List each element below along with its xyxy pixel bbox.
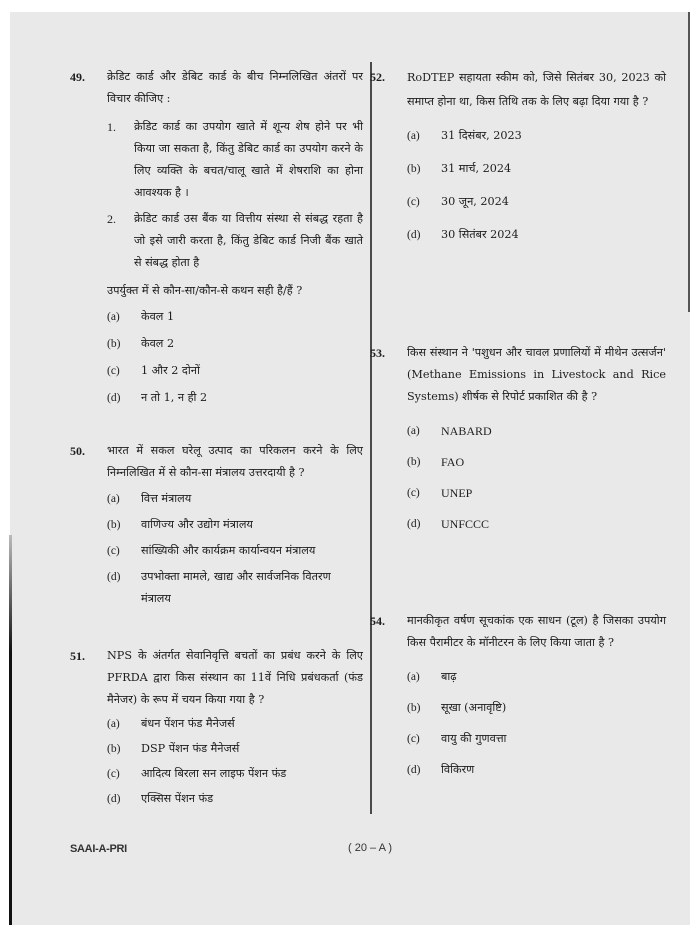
option-text: 30 सितंबर 2024 bbox=[441, 228, 519, 241]
question-number: 54. bbox=[370, 614, 385, 628]
option-a[interactable] bbox=[407, 666, 666, 688]
option-text: न तो 1, न ही 2 bbox=[141, 391, 208, 404]
page-number: ( 20 – A ) bbox=[348, 842, 393, 854]
question-number: 53. bbox=[370, 346, 385, 360]
option-label: (d) bbox=[407, 229, 421, 241]
question-number: 49. bbox=[70, 70, 85, 84]
option-label: (b) bbox=[407, 702, 421, 714]
option-text: 1 और 2 दोनों bbox=[141, 364, 200, 377]
option-label: (a) bbox=[407, 425, 420, 437]
question-text: किस संस्थान ने 'पशुधन और चावल प्रणालियों में मीथेन उत्सर्जन' (Methane Emissions in Livestock and Rice Systems) शीर्षक से रिपोर्ट प्रकाशित की है ? bbox=[407, 346, 666, 403]
option-label: (a) bbox=[407, 130, 420, 142]
question-51 bbox=[70, 645, 363, 810]
option-label: (b) bbox=[407, 456, 421, 468]
option-label: (c) bbox=[107, 365, 120, 377]
option-text: केवल 1 bbox=[141, 310, 175, 323]
option-label: (b) bbox=[107, 338, 121, 350]
option-a[interactable] bbox=[407, 420, 666, 442]
option-b[interactable] bbox=[407, 451, 666, 473]
option-a[interactable] bbox=[107, 488, 363, 510]
statement-2 bbox=[107, 208, 363, 274]
option-text: वित्त मंत्रालय bbox=[141, 492, 192, 505]
question-prompt: उपर्युक्त में से कौन-सा/कौन-से कथन सही है/हैं ? bbox=[107, 284, 303, 297]
option-d[interactable] bbox=[107, 788, 363, 810]
option-text: बाढ़ bbox=[441, 670, 457, 683]
question-49 bbox=[70, 66, 363, 409]
option-c[interactable] bbox=[407, 482, 666, 504]
option-c[interactable] bbox=[107, 540, 363, 562]
question-52 bbox=[370, 66, 666, 246]
question-text: RoDTEP सहायता स्कीम को, जिसे सितंबर 30, 2023 को समाप्त होना था, किस तिथि तक के लिए बढ़ा दिया गया है ? bbox=[407, 71, 666, 108]
page-edge-left bbox=[9, 535, 12, 925]
option-label: (d) bbox=[407, 518, 421, 530]
option-b[interactable] bbox=[407, 158, 666, 180]
option-label: (d) bbox=[107, 571, 121, 583]
option-text: 31 मार्च, 2024 bbox=[441, 162, 512, 175]
question-54 bbox=[370, 610, 666, 781]
option-label: (d) bbox=[407, 764, 421, 776]
option-label: (a) bbox=[407, 671, 420, 683]
option-d[interactable] bbox=[107, 387, 363, 409]
statement-text: क्रेडिट कार्ड उस बैंक या वित्तीय संस्था से संबद्ध रहता है जो इसे जारी करता है, किंतु डेबिट कार्ड निजी बैंक खाते से संबद्ध होता है bbox=[134, 212, 363, 269]
option-label: (c) bbox=[407, 196, 420, 208]
option-text: सांख्यिकी और कार्यक्रम कार्यान्वयन मंत्रालय bbox=[141, 544, 316, 557]
option-text: NABARD bbox=[441, 424, 492, 438]
option-c[interactable] bbox=[407, 728, 666, 750]
question-50 bbox=[70, 440, 363, 610]
option-d[interactable] bbox=[107, 566, 363, 610]
option-d[interactable] bbox=[407, 224, 666, 246]
option-label: (a) bbox=[107, 311, 120, 323]
question-text: NPS के अंतर्गत सेवानिवृत्ति बचतों का प्रबंध करने के लिए PFRDA द्वारा किस संस्थान का 11वें निधि प्रबंधकर्ता (फंड मैनेजर) के रूप में चयन किया गया है ? bbox=[107, 649, 363, 706]
option-b[interactable] bbox=[107, 738, 363, 760]
statement-text: क्रेडिट कार्ड का उपयोग खाते में शून्य शेष होने पर भी किया जा सकता है, किंतु डेबिट कार्ड का उपयोग करने के लिए व्यक्ति के बचत/चालू खाते में शेषराशि का होना आवश्यक है । bbox=[134, 120, 363, 199]
question-number: 52. bbox=[370, 70, 385, 84]
option-label: (d) bbox=[107, 392, 121, 404]
option-a[interactable] bbox=[407, 125, 666, 147]
option-label: (b) bbox=[107, 519, 121, 531]
statement-number: 1. bbox=[107, 120, 116, 134]
option-label: (c) bbox=[107, 768, 120, 780]
option-text: बंधन पेंशन फंड मैनेजर्स bbox=[141, 717, 235, 730]
question-text: क्रेडिट कार्ड और डेबिट कार्ड के बीच निम्नलिखित अंतरों पर विचार कीजिए : bbox=[107, 70, 363, 105]
statement-number: 2. bbox=[107, 212, 116, 226]
option-c[interactable] bbox=[407, 191, 666, 213]
option-b[interactable] bbox=[107, 333, 363, 355]
statement-1 bbox=[107, 116, 363, 204]
option-d[interactable] bbox=[407, 513, 666, 535]
option-b[interactable] bbox=[407, 697, 666, 719]
option-b[interactable] bbox=[107, 514, 363, 536]
option-text: विकिरण bbox=[441, 763, 475, 776]
page-edge-right bbox=[688, 12, 690, 312]
option-text: उपभोक्ता मामले, खाद्य और सार्वजनिक वितरण मंत्रालय bbox=[141, 570, 331, 605]
question-number: 51. bbox=[70, 649, 85, 663]
option-c[interactable] bbox=[107, 360, 363, 382]
option-text: आदित्य बिरला सन लाइफ पेंशन फंड bbox=[141, 767, 287, 780]
option-text: 31 दिसंबर, 2023 bbox=[441, 129, 522, 142]
option-text: सूखा (अनावृष्टि) bbox=[441, 701, 507, 714]
option-d[interactable] bbox=[407, 759, 666, 781]
option-c[interactable] bbox=[107, 763, 363, 785]
option-label: (a) bbox=[107, 718, 120, 730]
option-text: DSP पेंशन फंड मैनेजर्स bbox=[141, 742, 240, 755]
option-text: UNEP bbox=[441, 486, 473, 500]
option-text: UNFCCC bbox=[441, 517, 490, 531]
option-label: (b) bbox=[407, 163, 421, 175]
paper-code: SAAI-A-PRI bbox=[70, 843, 127, 855]
question-53 bbox=[370, 342, 666, 535]
question-text: भारत में सकल घरेलू उत्पाद का परिकलन करने के लिए निम्नलिखित में से कौन-सा मंत्रालय उत्तरदायी है ? bbox=[107, 444, 363, 479]
option-text: केवल 2 bbox=[141, 337, 175, 350]
option-text: एक्सिस पेंशन फंड bbox=[141, 792, 214, 805]
option-label: (c) bbox=[407, 487, 420, 499]
option-label: (b) bbox=[107, 743, 121, 755]
option-text: 30 जून, 2024 bbox=[441, 195, 509, 208]
question-number: 50. bbox=[70, 444, 85, 458]
option-a[interactable] bbox=[107, 306, 363, 328]
option-a[interactable] bbox=[107, 713, 363, 735]
option-label: (c) bbox=[407, 733, 420, 745]
option-label: (a) bbox=[107, 493, 120, 505]
option-label: (c) bbox=[107, 545, 120, 557]
option-text: वाणिज्य और उद्योग मंत्रालय bbox=[141, 518, 253, 531]
option-text: FAO bbox=[441, 455, 465, 469]
option-text: वायु की गुणवत्ता bbox=[441, 732, 507, 745]
option-label: (d) bbox=[107, 793, 121, 805]
question-text: मानकीकृत वर्षण सूचकांक एक साधन (टूल) है जिसका उपयोग किस पैरामीटर के मॉनीटरन के लिए किया जाता है ? bbox=[407, 614, 666, 649]
